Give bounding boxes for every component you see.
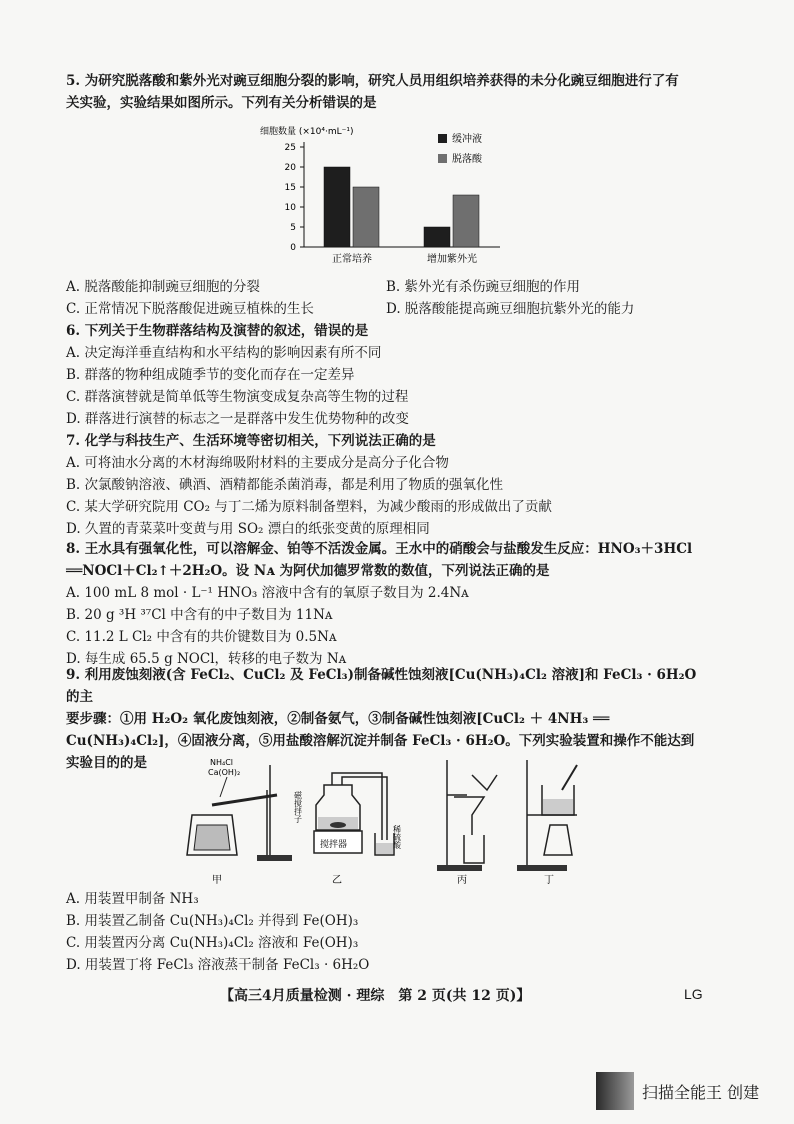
label-stirrer: 搅拌器	[320, 840, 348, 850]
label-stirbar: 磁搅拌子	[293, 791, 303, 823]
q9-stem-line2: 要步骤：①用 H₂O₂ 氧化废蚀刻液，②制备氨气，③制备碱性蚀刻液[CuCl₂ ＋ 4NH₃ ══	[66, 711, 610, 727]
legend-swatch	[438, 154, 447, 163]
q8-option-b[interactable]: B. 20 g ³H ³⁷Cl 中含有的中子数目为 11Nᴀ	[66, 607, 333, 623]
y-tick-label: 25	[284, 143, 296, 153]
y-tick-label: 20	[284, 163, 296, 173]
legend-label: 缓冲液	[452, 134, 482, 145]
q7-option-b[interactable]: B. 次氯酸钠溶液、碘酒、酒精都能杀菌消毒，都是利用了物质的强氧化性	[66, 477, 504, 493]
q9-option-a[interactable]: A. 用装置甲制备 NH₃	[66, 891, 199, 907]
label-yi: 乙	[332, 875, 342, 885]
q9-option-c[interactable]: C. 用装置丙分离 Cu(NH₃)₄Cl₂ 溶液和 Fe(OH)₃	[66, 935, 359, 951]
question-5	[66, 70, 706, 114]
q9-stem-line1: 9. 利用废蚀刻液(含 FeCl₂、CuCl₂ 及 FeCl₃)制备碱性蚀刻液[Cu(NH₃)₄Cl₂ 溶液]和 FeCl₃ · 6H₂O 的主	[66, 667, 697, 705]
q8-option-c[interactable]: C. 11.2 L Cl₂ 中含有的共价键数目为 0.5Nᴀ	[66, 629, 337, 645]
q5-stem-line1: 5. 为研究脱落酸和紫外光对豌豆细胞分裂的影响，研究人员用组织培养获得的未分化豌豆细胞进行了有	[66, 73, 679, 89]
chart-y-ticks	[285, 143, 304, 253]
apparatus-yi	[293, 773, 402, 855]
q9-stem-line4: 实验目的的是	[66, 755, 147, 771]
apparatus-jia	[187, 758, 292, 861]
watermark-text: 扫描全能王 创建	[642, 1082, 760, 1102]
y-tick-label: 10	[284, 203, 296, 213]
label-bing: 丙	[457, 875, 467, 885]
label-caoh2: Ca(OH)₂	[208, 768, 241, 777]
legend-label: 脱落酸	[452, 154, 482, 165]
bar-脱落酸-增加紫外光	[453, 195, 479, 247]
q5-option-d[interactable]: D. 脱落酸能提高豌豆细胞抗紫外光的能力	[386, 301, 635, 317]
scanner-watermark	[596, 1072, 759, 1110]
x-category-label: 增加紫外光	[427, 254, 477, 265]
q5-option-b[interactable]: B. 紫外光有杀伤豌豆细胞的作用	[386, 279, 581, 295]
y-tick-label: 15	[284, 183, 296, 193]
y-tick-label: 0	[290, 243, 296, 253]
bar-缓冲液-正常培养	[324, 167, 350, 247]
chart-ylabel: 细胞数量 (×10⁴·mL⁻¹)	[260, 127, 354, 137]
question-7	[66, 430, 706, 540]
q7-option-d[interactable]: D. 久置的青菜菜叶变黄与用 SO₂ 漂白的纸张变黄的原理相同	[66, 521, 430, 537]
label-nh4cl: NH₄Cl	[210, 758, 234, 767]
q6-option-a[interactable]: A. 决定海洋垂直结构和水平结构的影响因素有所不同	[66, 345, 382, 361]
q6-option-d[interactable]: D. 群落进行演替的标志之一是群落中发生优势物种的改变	[66, 411, 409, 427]
scanner-logo-icon	[596, 1072, 634, 1110]
bar-脱落酸-正常培养	[353, 187, 379, 247]
label-ding: 丁	[544, 875, 554, 885]
q5-bar-chart	[252, 122, 582, 272]
q5-option-a[interactable]: A. 脱落酸能抑制豌豆细胞的分裂	[66, 279, 260, 295]
label-acid: 稀硫酸	[392, 825, 402, 849]
y-tick-label: 5	[290, 223, 296, 233]
chart-bars	[324, 167, 479, 247]
x-category-label: 正常培养	[332, 254, 372, 265]
q8-option-d[interactable]: D. 每生成 65.5 g NOCl，转移的电子数为 Nᴀ	[66, 651, 347, 667]
q6-option-c[interactable]: C. 群落演替就是简单低等生物演变成复杂高等生物的过程	[66, 389, 409, 405]
q9-option-d[interactable]: D. 用装置丁将 FeCl₃ 溶液蒸干制备 FeCl₃ · 6H₂O	[66, 957, 370, 973]
q8-option-a[interactable]: A. 100 mL 8 mol · L⁻¹ HNO₃ 溶液中含有的氧原子数目为 2.4Nᴀ	[66, 585, 469, 601]
q7-option-a[interactable]: A. 可将油水分离的木材海绵吸附材料的主要成分是高分子化合物	[66, 455, 449, 471]
q8-stem-line2: ══NOCl＋Cl₂↑＋2H₂O。设 Nᴀ 为阿伏加德罗常数的数值，下列说法正确的是	[66, 563, 550, 579]
q6-stem: 6. 下列关于生物群落结构及演替的叙述，错误的是	[66, 323, 369, 339]
question-6	[66, 320, 706, 430]
page-footer: 【高三4月质量检测 · 理综 第 2 页(共 12 页)】	[220, 988, 531, 1004]
q8-stem-line1: 8. 王水具有强氧化性，可以溶解金、铂等不活泼金属。王水中的硝酸会与盐酸发生反应：HNO₃＋3HCl	[66, 541, 693, 557]
legend-swatch	[438, 134, 447, 143]
q9-option-b[interactable]: B. 用装置乙制备 Cu(NH₃)₄Cl₂ 并得到 Fe(OH)₃	[66, 913, 359, 929]
footer-code: LG	[684, 986, 703, 1002]
question-8	[66, 538, 706, 670]
apparatus-bing	[437, 760, 497, 871]
q5-option-c[interactable]: C. 正常情况下脱落酸促进豌豆植株的生长	[66, 301, 314, 317]
q9-stem-line3: Cu(NH₃)₄Cl₂]，④固液分离，⑤用盐酸溶解沉淀并制备 FeCl₃ · 6H₂O。下列实验装置和操作不能达到	[66, 733, 695, 749]
apparatus-ding	[517, 760, 577, 871]
q7-option-c[interactable]: C. 某大学研究院用 CO₂ 与丁二烯为原料制备塑料，为减少酸雨的形成做出了贡献	[66, 499, 552, 515]
q5-stem-line2: 关实验，实验结果如图所示。下列有关分析错误的是	[66, 95, 377, 111]
label-jia: 甲	[212, 875, 222, 885]
q9-apparatus-figure	[182, 755, 602, 885]
chart-categories	[332, 252, 477, 265]
bar-缓冲液-增加紫外光	[424, 227, 450, 247]
q6-option-b[interactable]: B. 群落的物种组成随季节的变化而存在一定差异	[66, 367, 355, 383]
q5-options	[66, 276, 706, 320]
q7-stem: 7. 化学与科技生产、生活环境等密切相关，下列说法正确的是	[66, 433, 436, 449]
chart-legend	[438, 132, 483, 165]
q9-options	[66, 888, 706, 976]
